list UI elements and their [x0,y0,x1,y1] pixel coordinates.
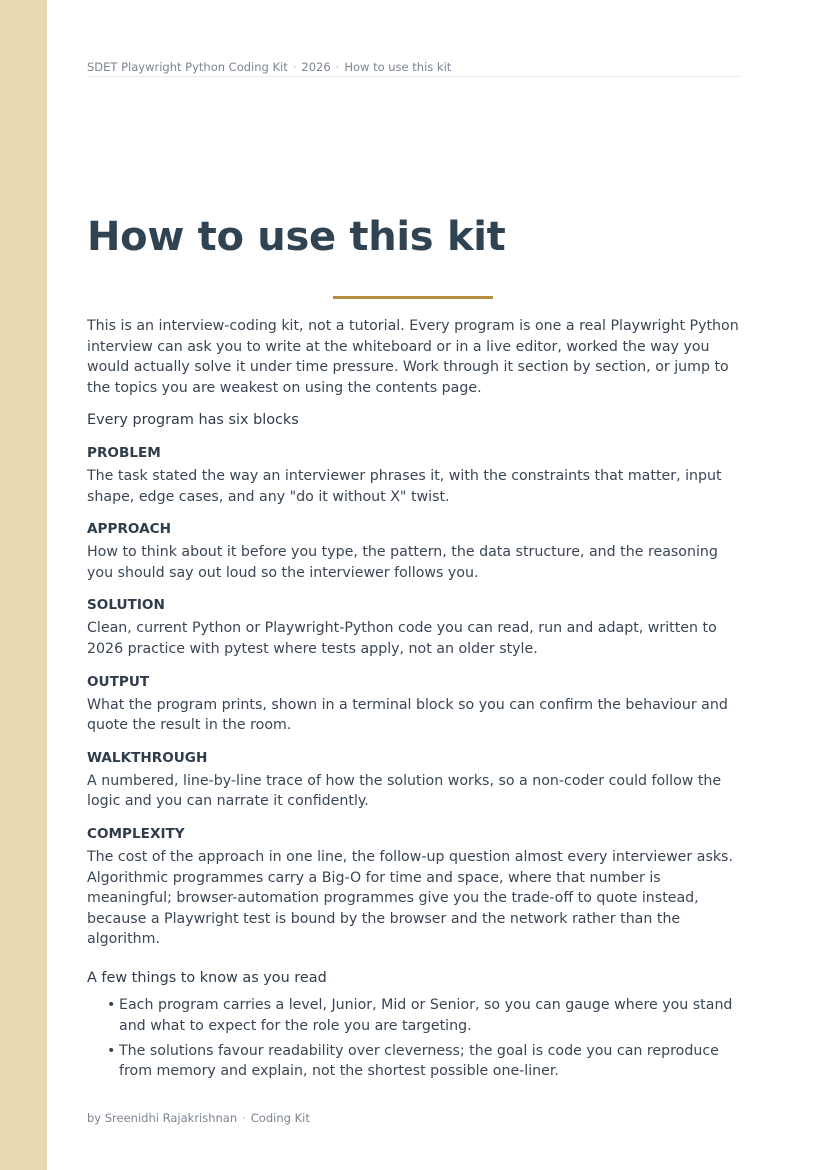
bullet-icon: • [107,1042,116,1059]
block-text: How to think about it before you type, the pattern, the data structure, and the reasoning you should say out loud so the interviewer follows you. [87,544,718,581]
header-year: 2026 [301,60,331,74]
block-walkthrough [87,748,740,812]
header-separator: · [335,60,340,74]
note-text: Each program carries a level, Junior, Mid or Senior, so you can gauge where you stand and what to expect for the role you are targeting. [119,997,733,1035]
block-problem [87,443,740,507]
header-kit-name: SDET Playwright Python Coding Kit [87,60,288,74]
footer-label: Coding Kit [250,1111,310,1125]
bullet-icon: • [107,997,116,1014]
block-title: OUTPUT [87,673,150,690]
block-title: COMPLEXITY [87,825,185,842]
block-title: WALKTHROUGH [87,749,208,766]
block-complexity [87,824,740,950]
block-output [87,672,740,736]
title-accent-rule [333,296,493,299]
body-content [87,316,740,1086]
block-solution [87,595,740,659]
block-approach [87,519,740,583]
running-header [87,60,740,77]
footer-separator: · [242,1111,246,1125]
list-item [107,995,740,1036]
notes-heading: A few things to know as you read [87,969,327,986]
block-text: What the program prints, shown in a terminal block so you can confirm the behaviour and quote the result in the room. [87,696,728,734]
block-text: The cost of the approach in one line, the follow-up question almost every interviewer asks. Algorithmic programmes carry a Big-O for time and space, where that number is meaningful; browser-automation programmes give you the trade-off to quote instead, because a Playwright test is bound by the browser and the network rather than the algorithm. [87,848,733,948]
page-title: How to use this kit [87,214,506,260]
header-separator: · [292,60,297,74]
blocks-heading: Every program has six blocks [87,412,299,429]
block-title: PROBLEM [87,444,161,461]
footer-author: by Sreenidhi Rajakrishnan [87,1111,238,1125]
notes-list [87,995,740,1081]
page-footer [87,1111,310,1125]
note-text: The solutions favour readability over cleverness; the goal is code you can reproduce from memory and explain, not the shortest possible one-liner. [119,1042,719,1080]
list-item [107,1041,740,1082]
header-section: How to use this kit [344,60,452,74]
decorative-side-bar [0,0,47,1170]
block-text: The task stated the way an interviewer phrases it, with the constraints that matter, input shape, edge cases, and any "do it without X" twist. [87,467,722,505]
block-text: A numbered, line-by-line trace of how the solution works, so a non-coder could follow the logic and you can narrate it confidently. [87,772,722,810]
block-text: Clean, current Python or Playwright-Python code you can read, run and adapt, written to 2026 practice with pytest where tests apply, not an older style. [87,620,717,657]
block-title: SOLUTION [87,597,165,614]
block-title: APPROACH [87,521,171,538]
intro-paragraph: This is an interview-coding kit, not a tutorial. Every program is one a real Playwright Python interview can ask you to write at the whiteboard or in a live editor, worked the way you would actually solve it under time pressure. Work through it section by section, or jump to the topics you are weakest on using the contents page. [87,318,739,396]
